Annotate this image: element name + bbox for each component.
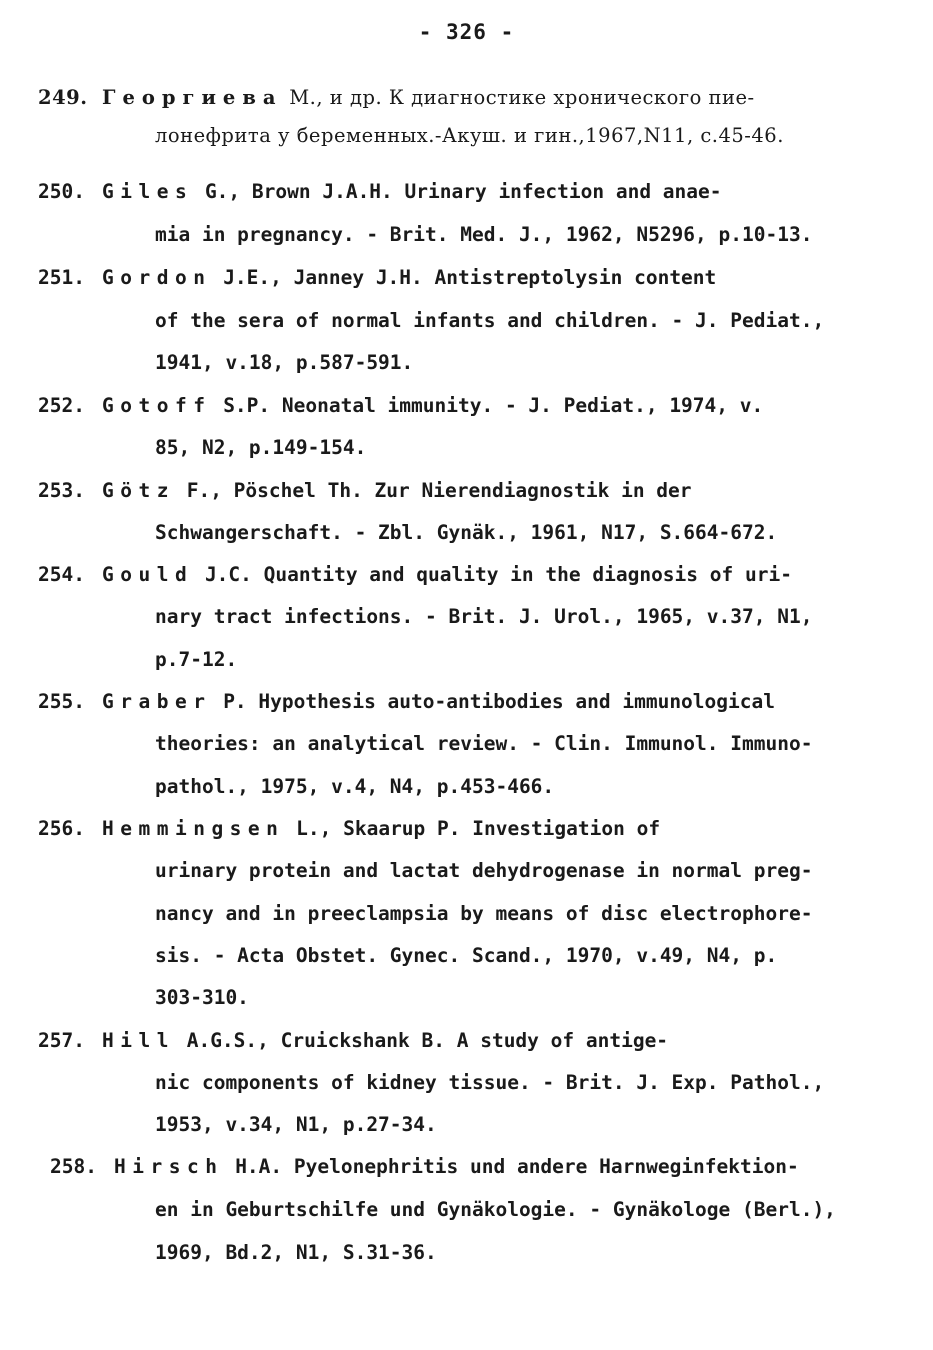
reference-line: 85, N2, p.149-154. <box>155 436 367 459</box>
reference-text: G., Brown J.A.H. Urinary infection and anae- <box>193 180 722 203</box>
reference-author: Gordon <box>102 266 212 289</box>
reference-first-line <box>38 86 755 109</box>
reference-author: Hemmingsen <box>102 817 285 840</box>
reference-number: 252. <box>38 394 85 417</box>
reference-text: P. Hypothesis auto-antibodies and immunological <box>211 690 775 713</box>
reference-first-line <box>38 817 660 840</box>
reference-text: М., и др. К диагностике хронического пие- <box>282 86 755 109</box>
reference-line: mia in pregnancy. - Brit. Med. J., 1962, N5296, p.10-13. <box>155 223 813 246</box>
reference-first-line <box>38 563 792 586</box>
reference-text: S.P. Neonatal immunity. - J. Pediat., 1974, v. <box>211 394 764 417</box>
reference-number: 257. <box>38 1029 85 1052</box>
reference-first-line <box>38 1029 668 1052</box>
reference-author: Graber <box>102 690 212 713</box>
reference-first-line <box>38 690 775 713</box>
reference-author: Hirsch <box>114 1155 224 1178</box>
reference-line: Schwangerschaft. - Zbl. Gynäk., 1961, N17, S.664-672. <box>155 521 778 544</box>
reference-text: J.C. Quantity and quality in the diagnosis of uri- <box>193 563 792 586</box>
reference-line: 1969, Bd.2, N1, S.31-36. <box>155 1241 437 1264</box>
reference-line: pathol., 1975, v.4, N4, p.453-466. <box>155 775 555 798</box>
reference-line: nic components of kidney tissue. - Brit. J. Exp. Pathol., <box>155 1071 825 1094</box>
reference-number: 253. <box>38 479 85 502</box>
reference-first-line <box>38 394 763 417</box>
reference-number: 250. <box>38 180 85 203</box>
reference-line: nancy and in preeclampsia by means of disc electrophore- <box>155 902 813 925</box>
reference-author: Giles <box>102 180 194 203</box>
reference-author: Gould <box>102 563 194 586</box>
reference-text: F., Pöschel Th. Zur Nierendiagnostik in der <box>174 479 692 502</box>
reference-text: J.E., Janney J.H. Antistreptolysin content <box>211 266 717 289</box>
reference-line: en in Geburtschilfe und Gynäkologie. - Gynäkologe (Berl.), <box>155 1198 836 1221</box>
reference-line: 1941, v.18, p.587-591. <box>155 351 414 374</box>
reference-line: sis. - Acta Obstet. Gynec. Scand., 1970, v.49, N4, p. <box>155 944 778 967</box>
reference-first-line <box>38 479 692 502</box>
reference-author: Götz <box>102 479 175 502</box>
reference-number: 255. <box>38 690 85 713</box>
reference-first-line <box>38 266 716 289</box>
reference-text: A.G.S., Cruickshank B. A study of antige- <box>174 1029 669 1052</box>
reference-number: 254. <box>38 563 85 586</box>
reference-line: urinary protein and lactat dehydrogenase in normal preg- <box>155 859 813 882</box>
reference-line: nary tract infections. - Brit. J. Urol., 1965, v.37, N1, <box>155 605 813 628</box>
reference-first-line <box>50 1155 799 1178</box>
reference-number: 251. <box>38 266 85 289</box>
reference-author: Hill <box>102 1029 175 1052</box>
reference-number: 249. <box>38 86 88 109</box>
reference-line: p.7-12. <box>155 648 238 671</box>
reference-line: 1953, v.34, N1, p.27-34. <box>155 1113 437 1136</box>
reference-line: theories: an analytical review. - Clin. Immunol. Immuno- <box>155 732 813 755</box>
reference-text: H.A. Pyelonephritis und andere Harnweginfektion- <box>223 1155 799 1178</box>
reference-author: Gotoff <box>102 394 212 417</box>
reference-number: 258. <box>50 1155 97 1178</box>
page-number: - 326 - <box>418 20 515 44</box>
reference-text: L., Skaarup P. Investigation of <box>284 817 661 840</box>
reference-number: 256. <box>38 817 85 840</box>
reference-line: 303-310. <box>155 986 249 1009</box>
reference-line: of the sera of normal infants and children. - J. Pediat., <box>155 309 825 332</box>
reference-author: Георгиева <box>102 86 283 109</box>
reference-first-line <box>38 180 722 203</box>
reference-line: лонефрита у беременных.-Акуш. и гин.,1967,N11, с.45-46. <box>155 124 784 147</box>
